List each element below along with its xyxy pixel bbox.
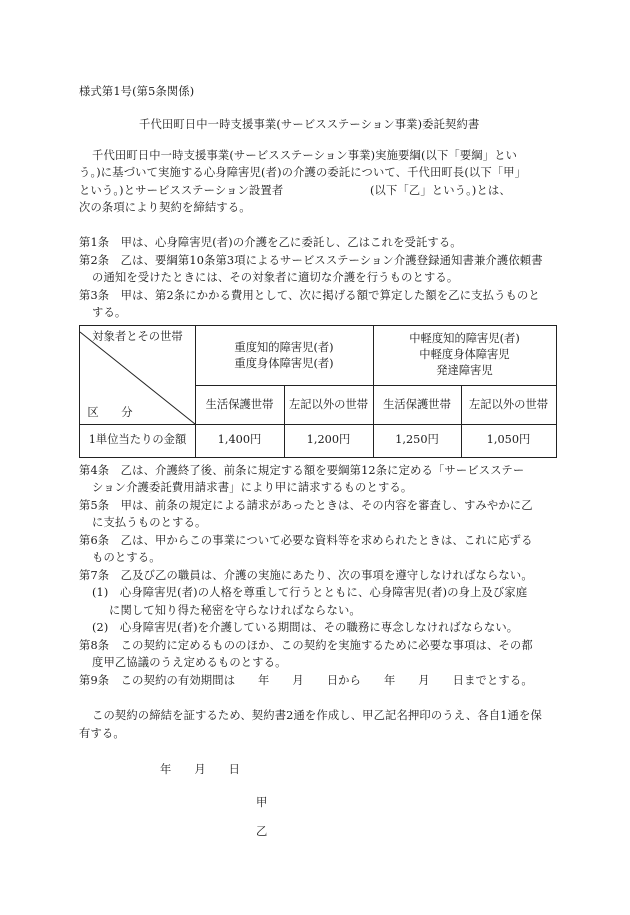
party-b-label: 乙 — [256, 825, 268, 838]
article-2-line-2: の通知を受けたときには、その対象者に適切な介護を行うものとする。 — [92, 271, 459, 284]
article-5-line-1: 第5条 甲は、前条の規定による請求があったときは、その内容を審査し、すみやかに乙 — [79, 499, 533, 512]
article-7-item-1-line-1: (1) 心身障害児(者)の人格を尊重して行うとともに、心身障害児(者)の身上及び家庭 — [92, 586, 528, 599]
row-label: 1単位当たりの金額 — [88, 433, 187, 446]
article-8-line-2: 度甲乙協議のうえ定めるものとする。 — [92, 656, 287, 669]
subheader-4: 左記以外の世帯 — [468, 398, 549, 411]
article-4-line-1: 第4条 乙は、介護終了後、前条に規定する額を要綱第12条に定める「サービスステー — [79, 464, 525, 477]
subheader-1: 生活保護世帯 — [205, 398, 274, 411]
document-title: 千代田町日中一時支援事業(サービスステーション事業)委託契約書 — [139, 118, 480, 131]
form-label: 様式第1号(第5条関係) — [79, 85, 195, 98]
closing-line-2: 有する。 — [79, 727, 125, 740]
intro-line-3a: という。)とサービスステーション設置者 — [79, 184, 284, 197]
amount-3: 1,250円 — [395, 433, 439, 446]
article-6-line-1: 第6条 乙は、甲からこの事業について必要な資料等を求められたときは、これに応ずる — [79, 534, 533, 547]
corner-header-top: 対象者とその世帯 — [92, 330, 183, 343]
signing-date: 年 月 日 — [160, 763, 241, 776]
article-6-line-2: ものとする。 — [92, 551, 161, 564]
group2-line-2: 中軽度身体障害児 — [419, 348, 510, 361]
subheader-3: 生活保護世帯 — [383, 398, 451, 411]
group1-line-1: 重度知的障害児(者) — [234, 341, 334, 354]
article-2-line-1: 第2条 乙は、要綱第10条第3項によるサービスステーション介護登録通知書兼介護依頼書 — [79, 254, 543, 267]
article-3-line-2: する。 — [92, 306, 127, 319]
group2-line-1: 中軽度知的障害児(者) — [409, 332, 520, 345]
article-7-item-2: (2) 心身障害児(者)を介護している期間は、その職務に専念しなければならない。 — [92, 621, 519, 634]
closing-line-1: この契約の締結を証するため、契約書2通を作成し、甲乙記名押印のうえ、各自1通を保 — [92, 709, 542, 722]
amount-2: 1,200円 — [306, 433, 351, 446]
amount-1: 1,400円 — [217, 433, 262, 446]
article-5-line-2: に支払うものとする。 — [92, 516, 207, 529]
party-a-label: 甲 — [256, 796, 268, 809]
intro-line-2: う。)に基づいて実施する心身障害児(者)の介護の委託について、千代田町長(以下「甲」 — [79, 166, 527, 179]
article-7: 第7条 乙及び乙の職員は、介護の実施にあたり、次の事項を遵守しなければならない。 — [79, 569, 533, 582]
group1-line-2: 重度身体障害児(者) — [234, 357, 334, 370]
article-7-item-1-line-2: に関して知り得た秘密を守らなければならない。 — [109, 604, 361, 617]
article-8-line-1: 第8条 この契約に定めるもののほか、この契約を実施するために必要な事項は、その都 — [79, 639, 533, 652]
article-1: 第1条 甲は、心身障害児(者)の介護を乙に委託し、乙はこれを受託する。 — [79, 236, 462, 249]
article-3-line-1: 第3条 甲は、第2条にかかる費用として、次に掲げる額で算定した額を乙に支払うものと — [79, 289, 540, 302]
article-9: 第9条 この契約の有効期間は 年 月 日から 年 月 日までとする。 — [79, 674, 533, 687]
intro-line-4: 次の条項により契約を締結する。 — [79, 201, 251, 214]
corner-header-bottom: 区 分 — [87, 406, 133, 419]
subheader-2: 左記以外の世帯 — [288, 398, 369, 411]
amount-4: 1,050円 — [486, 433, 531, 446]
fee-table — [79, 325, 557, 458]
article-4-line-2: ション介護委託費用請求書」により甲に請求するものとする。 — [92, 481, 413, 494]
intro-line-1: 千代田町日中一時支援事業(サービスステーション事業)実施要綱(以下「要綱」とい — [92, 149, 518, 162]
intro-line-3b: (以下「乙」という。)とは、 — [370, 184, 511, 197]
group2-line-3: 発達障害児 — [436, 364, 493, 377]
